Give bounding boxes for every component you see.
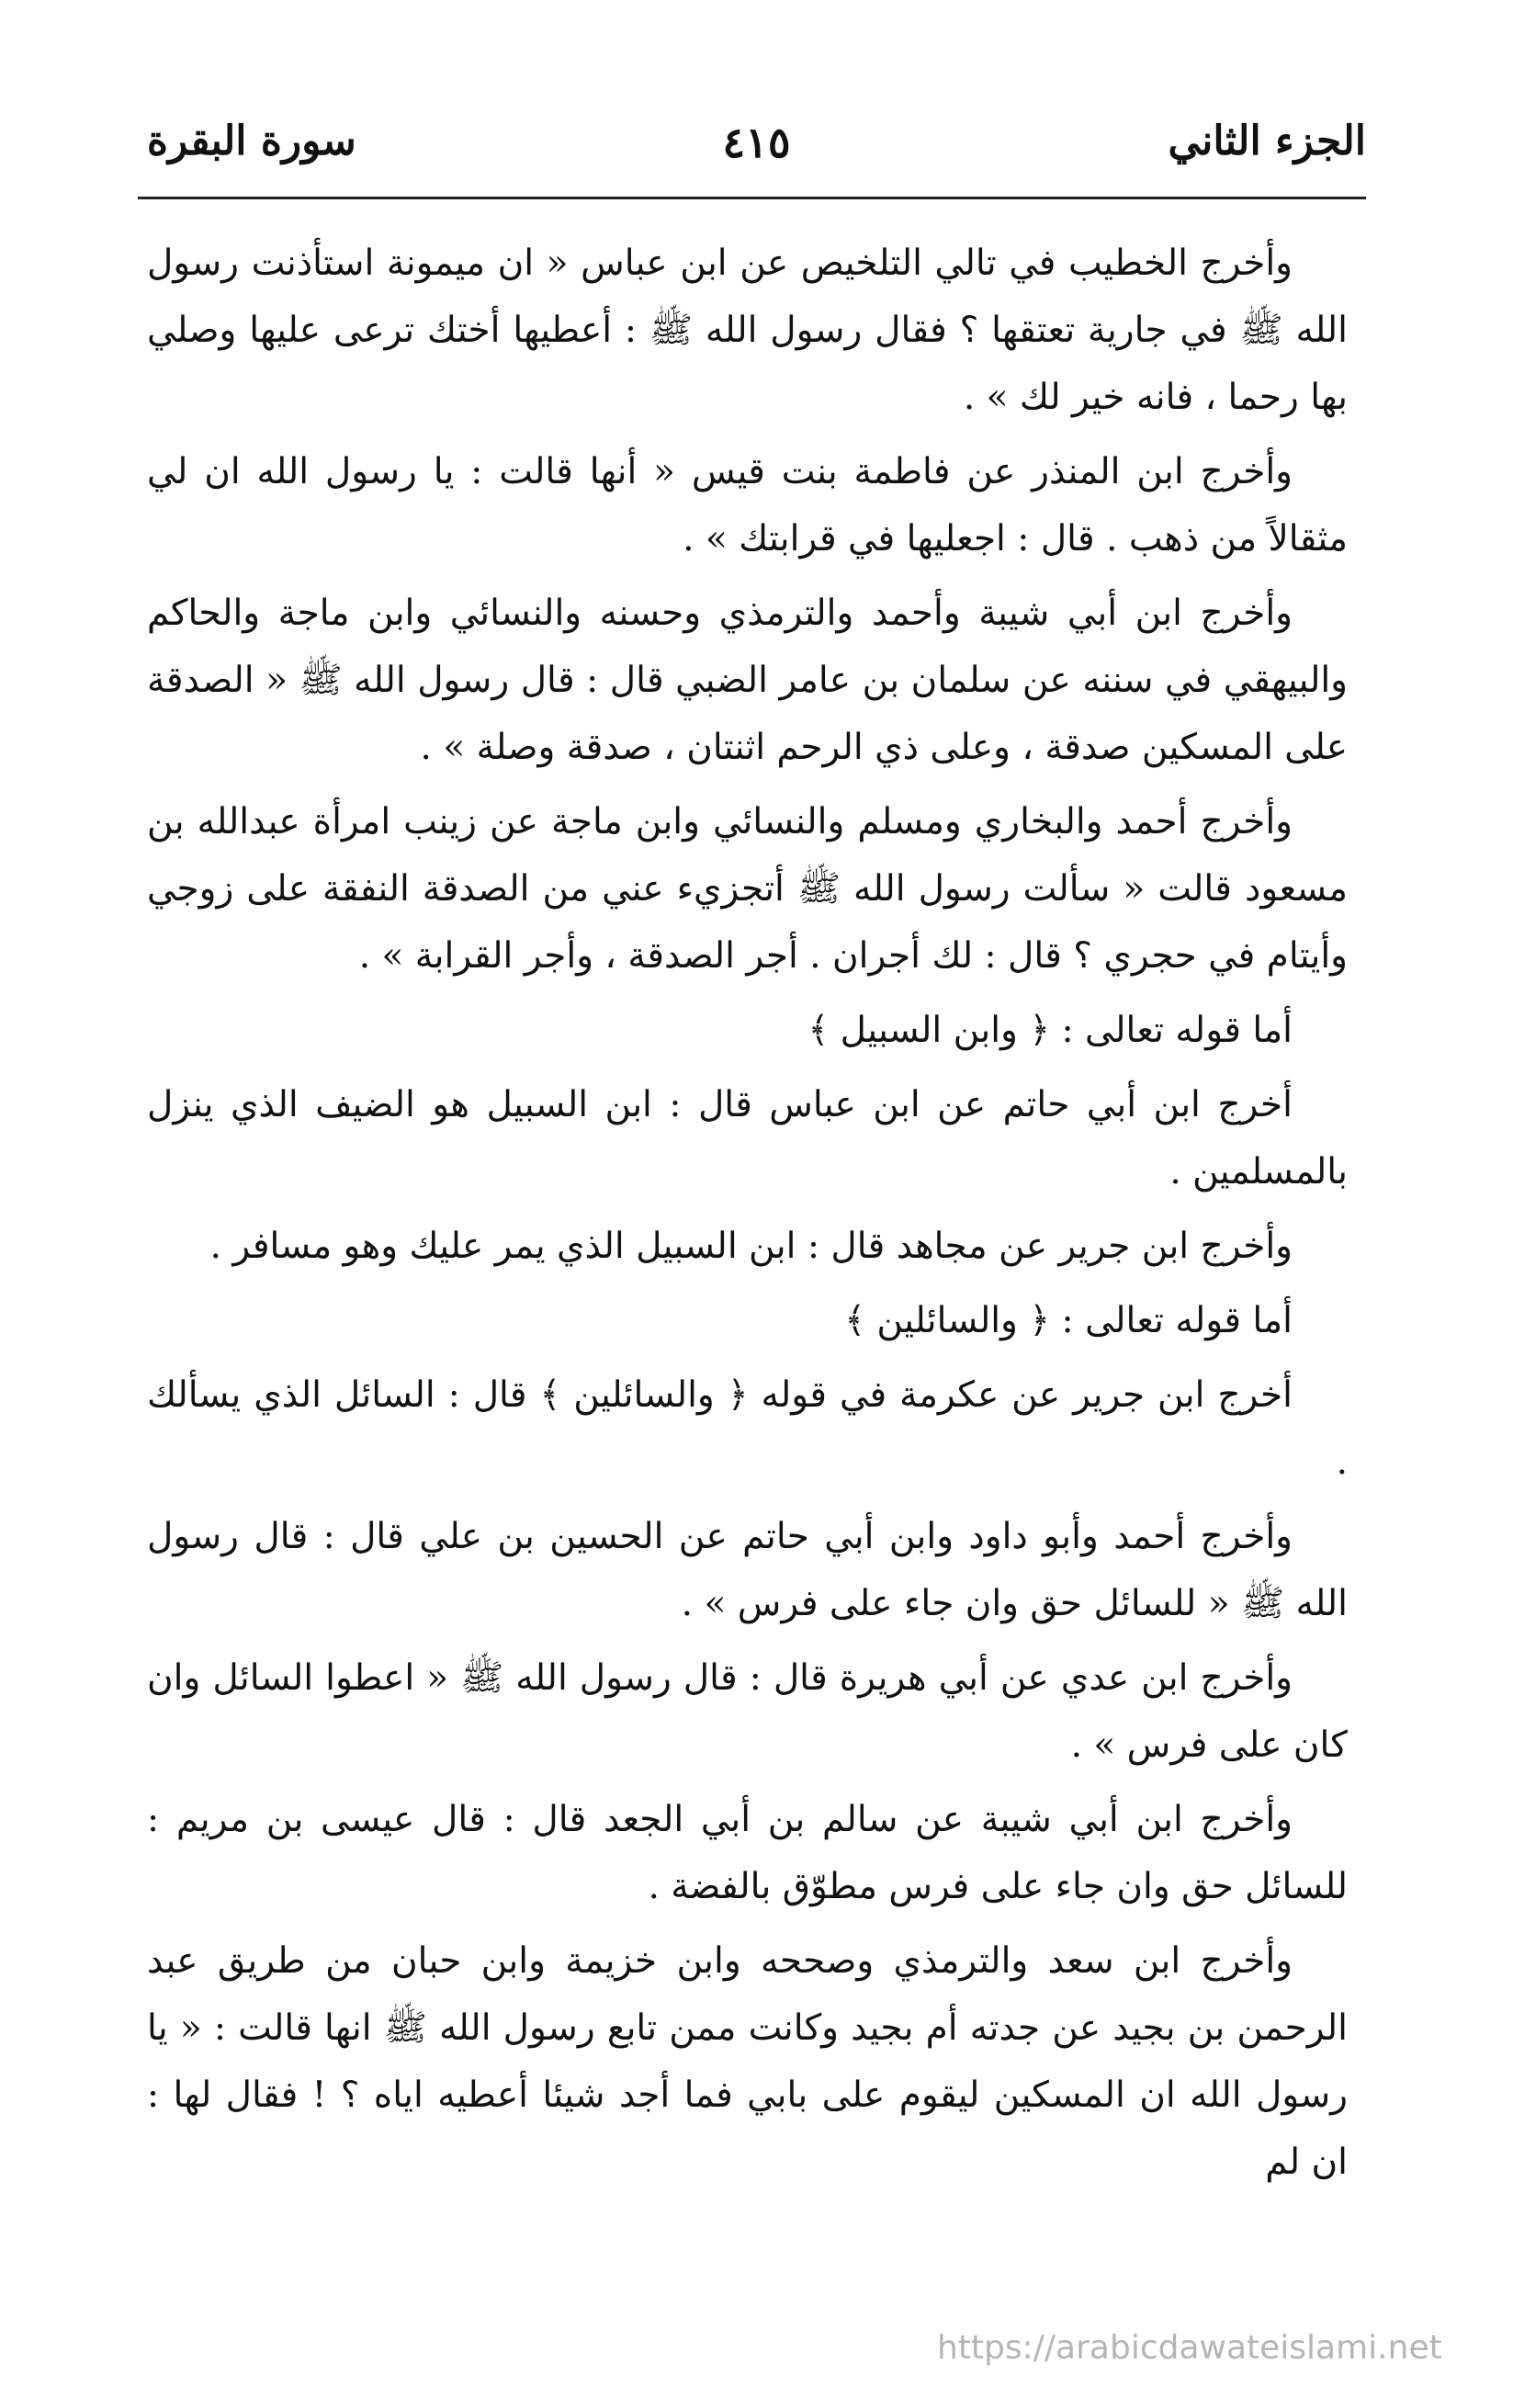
paragraph: وأخرج ابن المنذر عن فاطمة بنت قيس « أنها قالت : يا رسول الله ان لي مثقالاً من ذهب . قال : اجعليها في قرابتك » . bbox=[147, 451, 1348, 560]
body-text bbox=[147, 230, 1348, 2203]
section-heading: أما قوله تعالى : ﴿ وابن السبيل ﴾ bbox=[807, 1010, 1293, 1051]
watermark-url: https://arabicdawateislami.net bbox=[937, 2329, 1442, 2367]
paragraph: وأخرج ابن جرير عن مجاهد قال : ابن السبيل الذي يمر عليك وهو مسافر . bbox=[209, 1226, 1293, 1267]
paragraph: وأخرج ابن سعد والترمذي وصححه وابن خزيمة وابن حبان من طريق عبد الرحمن بن بجيد عن جدته أم بجيد وكانت ممن تابع رسول الله ﷺ انها قالت : « يا رسول الله ان المسكين ليقوم على بابي فما أجد شيئا أعطيه اياه ؟ ! فقال لها : ان لم bbox=[147, 1940, 1348, 2183]
paragraph: أخرج ابن أبي حاتم عن ابن عباس قال : ابن السبيل هو الضيف الذي ينزل بالمسلمين . bbox=[147, 1084, 1348, 1193]
paragraph: وأخرج ابن عدي عن أبي هريرة قال : قال رسول الله ﷺ « اعطوا السائل وان كان على فرس » . bbox=[147, 1657, 1348, 1766]
surah-title: سورة البقرة bbox=[147, 118, 356, 164]
paragraph: وأخرج أحمد والبخاري ومسلم والنسائي وابن ماجة عن زينب امرأة عبدالله بن مسعود قالت « سألت رسول الله ﷺ أتجزيء عني من الصدقة النفقة على زوجي وأيتام في حجري ؟ قال : لك أجران . أجر الصدقة ، وأجر القرابة » . bbox=[147, 801, 1348, 977]
page-number: ٤١٥ bbox=[722, 118, 791, 167]
paragraph: وأخرج ابن أبي شيبة عن سالم بن أبي الجعد قال : قال عيسى بن مريم : للسائل حق وان جاء على فرس مطوّق بالفضة . bbox=[147, 1799, 1348, 1907]
part-title: الجزء الثاني bbox=[1168, 118, 1366, 164]
paragraph: أخرج ابن جرير عن عكرمة في قوله ﴿ والسائلين ﴾ قال : السائل الذي يسألك . bbox=[147, 1374, 1348, 1483]
section-heading: أما قوله تعالى : ﴿ والسائلين ﴾ bbox=[844, 1300, 1293, 1341]
paragraph: وأخرج الخطيب في تالي التلخيص عن ابن عباس « ان ميمونة استأذنت رسول الله ﷺ في جارية تعتقها ؟ فقال رسول الله ﷺ : أعطيها أختك ترعى عليها وصلي بها رحما ، فانه خير لك » . bbox=[147, 243, 1348, 418]
header-divider bbox=[138, 197, 1366, 199]
paragraph: وأخرج ابن أبي شيبة وأحمد والترمذي وحسنه والنسائي وابن ماجة والحاكم والبيهقي في سننه عن سلمان بن عامر الضبي قال : قال رسول الله ﷺ « الصدقة على المسكين صدقة ، وعلى ذي الرحم اثنتان ، صدقة وصلة » . bbox=[147, 593, 1348, 768]
paragraph: وأخرج أحمد وأبو داود وابن أبي حاتم عن الحسين بن علي قال : قال رسول الله ﷺ « للسائل حق وان جاء على فرس » . bbox=[147, 1516, 1348, 1624]
page-header bbox=[147, 118, 1366, 191]
